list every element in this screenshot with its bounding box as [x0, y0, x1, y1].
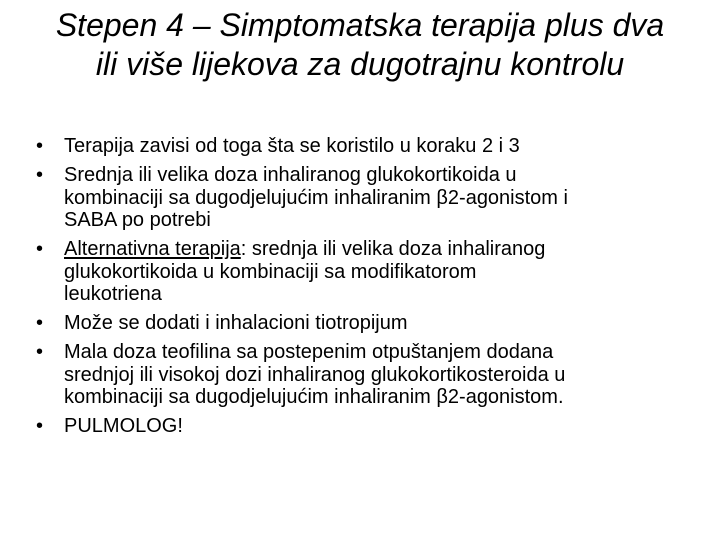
- bullet-icon: •: [36, 238, 44, 260]
- bullet-text: leukotriena: [64, 283, 162, 305]
- bullet-text: SABA po potrebi: [64, 209, 211, 231]
- bullet-icon: •: [36, 341, 44, 363]
- alternative-therapy-term: Alternativna terapija: [64, 238, 241, 260]
- bullet-item-dose-combination: [36, 164, 696, 232]
- bullet-icon: •: [36, 312, 44, 334]
- bullet-icon: •: [36, 164, 44, 186]
- bullet-text: Mala doza teofilina sa postepenim otpuštanjem dodana: [64, 341, 554, 363]
- bullet-text: glukokortikoida u kombinaciji sa modifikatorom: [64, 260, 477, 283]
- bullet-list: [36, 135, 696, 444]
- bullet-item-tiotropium: [36, 312, 696, 335]
- bullet-text: Može se dodati i inhalacioni tiotropijum: [64, 312, 408, 334]
- bullet-text: [64, 238, 696, 261]
- bullet-text: kombinaciji sa dugodjelujućim inhaliranim β2-agonistom.: [64, 386, 564, 408]
- bullet-text: kombinaciji sa dugodjelujućim inhaliranim β2-agonistom i: [64, 186, 568, 209]
- bullet-text: srednjoj ili visokoj dozi inhaliranog glukokortikosteroida u: [64, 363, 566, 386]
- slide-title: [0, 6, 720, 84]
- bullet-icon: •: [36, 135, 44, 157]
- bullet-item-pulmolog: [36, 415, 696, 438]
- bullet-item-therapy-depends: [36, 135, 696, 158]
- alternative-therapy-text: : srednja ili velika doza inhaliranog: [240, 238, 546, 260]
- bullet-text: Srednja ili velika doza inhaliranog glukokortikoida u: [64, 164, 517, 186]
- bullet-item-theophylline: [36, 341, 696, 409]
- bullet-item-alternative-therapy: [36, 238, 696, 306]
- slide-title-line-1: Stepen 4 – Simptomatska terapija plus dva: [55, 7, 665, 43]
- bullet-text: Terapija zavisi od toga šta se koristilo u koraku 2 i 3: [64, 135, 520, 157]
- bullet-text: PULMOLOG!: [64, 415, 183, 437]
- bullet-icon: •: [36, 415, 44, 437]
- slide-title-line-2: ili više lijekova za dugotrajnu kontrolu: [95, 46, 625, 82]
